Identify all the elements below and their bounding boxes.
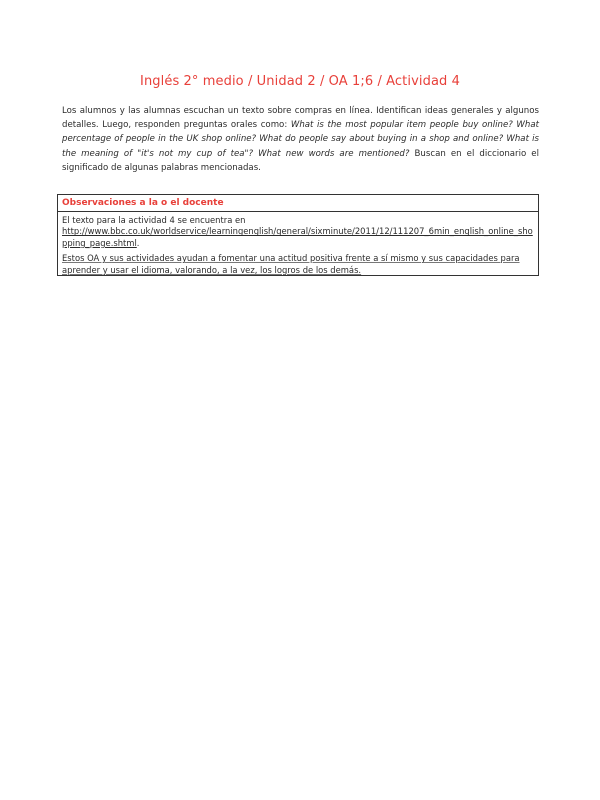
observations-header: Observaciones a la o el docente [58, 195, 538, 212]
intro-text-part2: Buscan en el diccionario el significado de algunas palabras mencionadas. [62, 148, 539, 173]
activity-description [62, 104, 539, 175]
observations-body [58, 212, 538, 276]
resource-link[interactable]: http://www.bbc.co.uk/worldservice/learningenglish/general/sixminute/2011/12/111207_6min_english_online_shopping_page.shtml [62, 226, 533, 248]
observations-line1-text: El texto para la actividad 4 se encuentra en [62, 215, 246, 225]
teacher-observations-box [57, 194, 539, 276]
intro-text-part1: Los alumnos y las alumnas escuchan un texto sobre compras en línea. Identifican ideas generales y algunos detalles. Luego, responden preguntas orales como: [62, 106, 539, 131]
observations-paragraph2: Estos OA y sus actividades ayudan a fomentar una actitud positiva frente a sí mismo y sus capacidades para aprender y usar el idioma, valorando, a la vez, los logros de los demás. [62, 253, 520, 275]
observations-line1: El texto para la actividad 4 se encuentra en http://www.bbc.co.uk/worldservice/learningenglish/general/sixminute/2011/12/111207_6min_english_online_shopping_page.shtml. [62, 215, 533, 248]
page-title: Inglés 2° medio / Unidad 2 / OA 1;6 / Actividad 4 [140, 74, 460, 89]
intro-questions: What is the most popular item people buy online? What percentage of people in the UK shop online? What do people say about buying in a shop and online? What is the meaning of "it's not my cup of tea"? What new words are mentioned? [62, 120, 539, 159]
